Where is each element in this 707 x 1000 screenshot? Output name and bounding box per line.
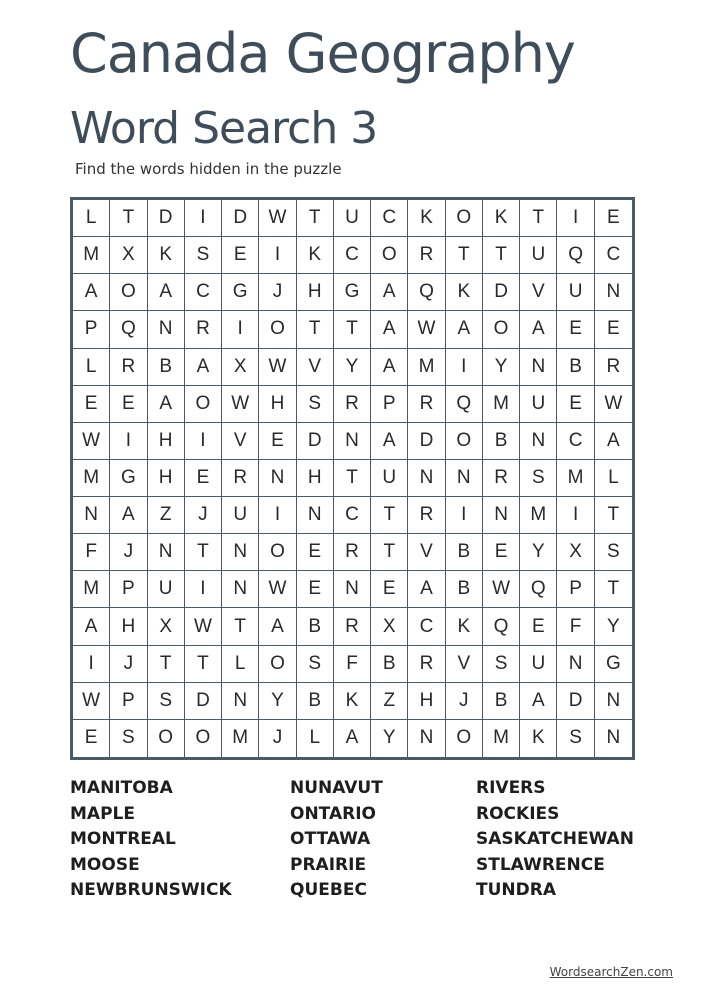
grid-cell[interactable]: V (520, 274, 557, 311)
grid-cell[interactable]: O (483, 311, 520, 348)
grid-cell[interactable]: A (520, 311, 557, 348)
grid-cell[interactable]: D (222, 200, 259, 237)
grid-cell[interactable]: S (483, 646, 520, 683)
grid-cell[interactable]: I (557, 497, 594, 534)
grid-cell[interactable]: J (446, 683, 483, 720)
grid-cell[interactable]: J (110, 646, 147, 683)
grid-cell[interactable]: A (520, 683, 557, 720)
grid-cell[interactable]: A (408, 571, 445, 608)
grid-cell[interactable]: U (520, 646, 557, 683)
grid-cell[interactable]: M (73, 237, 110, 274)
grid-cell[interactable]: Y (520, 534, 557, 571)
grid-cell[interactable]: X (371, 608, 408, 645)
word-item: OTTAWA (290, 829, 371, 849)
grid-cell[interactable]: O (446, 423, 483, 460)
grid-cell[interactable]: R (408, 386, 445, 423)
grid-cell[interactable]: E (259, 423, 296, 460)
grid-cell[interactable]: W (73, 423, 110, 460)
grid-cell[interactable]: E (73, 386, 110, 423)
grid-cell[interactable]: I (446, 349, 483, 386)
grid-cell[interactable]: E (222, 237, 259, 274)
grid-cell[interactable]: R (483, 460, 520, 497)
grid-cell[interactable]: T (334, 460, 371, 497)
grid-cell[interactable]: A (371, 349, 408, 386)
grid-cell[interactable]: C (557, 423, 594, 460)
grid-cell[interactable]: O (259, 311, 296, 348)
grid-cell[interactable]: L (595, 460, 632, 497)
grid-cell[interactable]: G (595, 646, 632, 683)
grid-cell[interactable]: K (148, 237, 185, 274)
grid-cell[interactable]: B (483, 683, 520, 720)
grid-cell[interactable]: S (557, 720, 594, 757)
word-item: PRAIRIE (290, 854, 367, 875)
grid-cell[interactable]: Z (371, 683, 408, 720)
grid-cell[interactable]: O (185, 720, 222, 757)
grid-cell[interactable]: V (297, 349, 334, 386)
grid-cell[interactable]: R (595, 349, 632, 386)
grid-cell[interactable]: Q (520, 571, 557, 608)
grid-cell[interactable]: A (334, 720, 371, 757)
grid-cell[interactable]: M (483, 720, 520, 757)
grid-cell[interactable]: H (148, 460, 185, 497)
grid-cell[interactable]: X (557, 534, 594, 571)
grid-cell[interactable]: D (408, 423, 445, 460)
grid-cell[interactable]: U (371, 460, 408, 497)
word-item: ONTARIO (290, 803, 376, 824)
grid-cell[interactable]: U (148, 571, 185, 608)
grid-cell[interactable]: C (334, 237, 371, 274)
grid-cell[interactable]: S (520, 460, 557, 497)
grid-cell[interactable]: T (148, 646, 185, 683)
grid-cell[interactable]: T (371, 534, 408, 571)
grid-cell[interactable]: B (297, 608, 334, 645)
grid-cell[interactable]: E (371, 571, 408, 608)
grid-cell[interactable]: N (557, 646, 594, 683)
grid-cell[interactable]: N (408, 460, 445, 497)
grid-cell[interactable]: Q (483, 608, 520, 645)
grid-cell[interactable]: I (446, 497, 483, 534)
grid-cell[interactable]: Q (408, 274, 445, 311)
grid-cell[interactable]: W (408, 311, 445, 348)
grid-cell[interactable]: O (446, 200, 483, 237)
grid-cell[interactable]: Y (259, 683, 296, 720)
grid-cell[interactable]: S (148, 683, 185, 720)
grid-cell[interactable]: D (483, 274, 520, 311)
grid-cell[interactable]: B (371, 646, 408, 683)
grid-cell[interactable]: W (595, 386, 632, 423)
grid-cell[interactable]: G (334, 274, 371, 311)
grid-cell[interactable]: H (110, 608, 147, 645)
grid-cell[interactable]: T (297, 311, 334, 348)
grid-cell[interactable]: L (297, 720, 334, 757)
grid-cell[interactable]: C (595, 237, 632, 274)
word-item: TUNDRA (476, 880, 556, 900)
grid-cell[interactable]: A (446, 311, 483, 348)
grid-cell[interactable]: I (73, 646, 110, 683)
grid-cell[interactable]: W (259, 200, 296, 237)
grid-cell[interactable]: L (73, 200, 110, 237)
grid-cell[interactable]: N (222, 571, 259, 608)
grid-cell[interactable]: G (110, 460, 147, 497)
grid-cell[interactable]: I (259, 237, 296, 274)
grid-cell[interactable]: B (446, 571, 483, 608)
grid-cell[interactable]: S (595, 534, 632, 571)
grid-cell[interactable]: I (185, 423, 222, 460)
grid-cell[interactable]: I (222, 311, 259, 348)
grid-cell[interactable]: E (595, 311, 632, 348)
word-item: RIVERS (476, 778, 546, 798)
grid-cell[interactable]: H (259, 386, 296, 423)
grid-cell[interactable]: X (222, 349, 259, 386)
grid-cell[interactable]: N (259, 460, 296, 497)
grid-cell[interactable]: Q (110, 311, 147, 348)
grid-cell[interactable]: N (408, 720, 445, 757)
grid-cell[interactable]: A (110, 497, 147, 534)
grid-cell[interactable]: D (557, 683, 594, 720)
grid-cell[interactable]: A (371, 311, 408, 348)
grid-cell[interactable]: Q (446, 386, 483, 423)
word-item: ROCKIES (476, 803, 560, 824)
grid-cell[interactable]: T (371, 497, 408, 534)
grid-cell[interactable]: K (446, 274, 483, 311)
grid-cell[interactable]: A (259, 608, 296, 645)
grid-cell[interactable]: V (446, 646, 483, 683)
grid-cell[interactable]: T (334, 311, 371, 348)
grid-cell[interactable]: W (73, 683, 110, 720)
grid-cell[interactable]: E (595, 200, 632, 237)
grid-cell[interactable]: B (148, 349, 185, 386)
grid-cell[interactable]: K (520, 720, 557, 757)
grid-cell[interactable]: C (334, 497, 371, 534)
grid-cell[interactable]: P (110, 571, 147, 608)
grid-cell[interactable]: R (408, 237, 445, 274)
grid-cell[interactable]: M (73, 571, 110, 608)
grid-cell[interactable]: D (148, 200, 185, 237)
grid-cell[interactable]: A (185, 349, 222, 386)
grid-cell[interactable]: A (371, 274, 408, 311)
grid-cell[interactable]: T (595, 571, 632, 608)
word-item: STLAWRENCE (476, 854, 605, 875)
instructions: Find the words hidden in the puzzle (75, 160, 342, 178)
grid-cell[interactable]: T (185, 646, 222, 683)
puzzle-grid (70, 197, 635, 760)
grid-cell[interactable]: F (557, 608, 594, 645)
grid-cell[interactable]: E (557, 311, 594, 348)
grid-cell[interactable]: K (297, 237, 334, 274)
grid-cell[interactable]: O (371, 237, 408, 274)
grid-cell[interactable]: M (557, 460, 594, 497)
grid-cell[interactable]: P (557, 571, 594, 608)
grid-cell[interactable]: K (446, 608, 483, 645)
grid-cell[interactable]: M (408, 349, 445, 386)
grid-cell[interactable]: Y (334, 349, 371, 386)
grid-cell[interactable]: P (73, 311, 110, 348)
grid-cell[interactable]: E (110, 386, 147, 423)
grid-cell[interactable]: I (185, 200, 222, 237)
grid-cell[interactable]: E (73, 720, 110, 757)
word-item: NUNAVUT (290, 778, 383, 798)
grid-cell[interactable]: C (408, 608, 445, 645)
page-subtitle-title: Word Search 3 (70, 103, 378, 154)
grid-cell[interactable]: H (297, 274, 334, 311)
grid-cell[interactable]: R (334, 608, 371, 645)
grid-cell[interactable]: N (222, 534, 259, 571)
grid-cell[interactable]: U (334, 200, 371, 237)
grid-cell[interactable]: G (222, 274, 259, 311)
grid-cell[interactable]: B (297, 683, 334, 720)
grid-cell[interactable]: M (222, 720, 259, 757)
grid-cell[interactable]: R (334, 386, 371, 423)
grid-cell[interactable]: E (185, 460, 222, 497)
grid-cell[interactable]: P (110, 683, 147, 720)
grid-cell[interactable]: N (446, 460, 483, 497)
grid-cell[interactable]: J (259, 274, 296, 311)
grid-cell[interactable]: W (259, 571, 296, 608)
grid-cell[interactable]: W (259, 349, 296, 386)
page-title: Canada Geography (70, 22, 575, 85)
grid-cell[interactable]: M (73, 460, 110, 497)
grid-cell[interactable]: S (185, 237, 222, 274)
grid-cell[interactable]: L (73, 349, 110, 386)
grid-cell[interactable]: R (222, 460, 259, 497)
grid-cell[interactable]: B (483, 423, 520, 460)
grid-cell[interactable]: N (148, 534, 185, 571)
grid-cell[interactable]: R (408, 646, 445, 683)
grid-cell[interactable]: T (483, 237, 520, 274)
grid-cell[interactable]: N (334, 423, 371, 460)
grid-cell[interactable]: H (408, 683, 445, 720)
grid-cell[interactable]: X (148, 608, 185, 645)
grid-cell[interactable]: F (73, 534, 110, 571)
word-item: MANITOBA (70, 778, 173, 798)
grid-cell[interactable]: O (185, 386, 222, 423)
grid-cell[interactable]: V (222, 423, 259, 460)
site-link[interactable]: WordsearchZen.com (549, 965, 673, 979)
grid-cell[interactable]: Z (148, 497, 185, 534)
grid-cell[interactable]: E (297, 571, 334, 608)
grid-cell[interactable]: N (297, 497, 334, 534)
grid-cell[interactable]: E (483, 534, 520, 571)
grid-cell[interactable]: U (520, 237, 557, 274)
grid-cell[interactable]: W (185, 608, 222, 645)
grid-cell[interactable]: S (297, 646, 334, 683)
grid-cell[interactable]: A (595, 423, 632, 460)
grid-cell[interactable]: E (520, 608, 557, 645)
grid-cell[interactable]: R (408, 497, 445, 534)
word-item: MONTREAL (70, 829, 176, 849)
word-column-1 (70, 776, 232, 904)
grid-cell[interactable]: O (446, 720, 483, 757)
grid-cell[interactable]: N (595, 683, 632, 720)
grid-cell[interactable]: A (148, 386, 185, 423)
grid-cell[interactable]: R (110, 349, 147, 386)
grid-cell[interactable]: A (73, 274, 110, 311)
grid-cell[interactable]: S (110, 720, 147, 757)
grid-cell[interactable]: C (371, 200, 408, 237)
grid-cell[interactable]: D (185, 683, 222, 720)
grid-cell[interactable]: E (557, 386, 594, 423)
grid-cell[interactable]: W (222, 386, 259, 423)
grid-cell[interactable]: H (148, 423, 185, 460)
grid-cell[interactable]: U (557, 274, 594, 311)
grid-cell[interactable]: N (520, 423, 557, 460)
letter-grid (73, 200, 632, 757)
grid-cell[interactable]: R (185, 311, 222, 348)
word-item: MAPLE (70, 803, 135, 824)
grid-cell[interactable]: J (185, 497, 222, 534)
grid-cell[interactable]: I (110, 423, 147, 460)
grid-cell[interactable]: B (446, 534, 483, 571)
grid-cell[interactable]: T (520, 200, 557, 237)
grid-cell[interactable]: I (259, 497, 296, 534)
grid-cell[interactable]: K (334, 683, 371, 720)
grid-cell[interactable]: B (557, 349, 594, 386)
grid-cell[interactable]: V (408, 534, 445, 571)
grid-cell[interactable]: F (334, 646, 371, 683)
grid-cell[interactable]: N (222, 683, 259, 720)
grid-cell[interactable]: A (371, 423, 408, 460)
grid-cell[interactable]: L (222, 646, 259, 683)
word-item: MOOSE (70, 854, 140, 875)
word-item: SASKATCHEWAN (476, 829, 634, 849)
grid-cell[interactable]: W (483, 571, 520, 608)
grid-cell[interactable]: Q (557, 237, 594, 274)
word-list (70, 776, 650, 916)
grid-cell[interactable]: D (297, 423, 334, 460)
grid-cell[interactable]: Y (595, 608, 632, 645)
grid-cell[interactable]: U (520, 386, 557, 423)
grid-cell[interactable]: M (483, 386, 520, 423)
grid-cell[interactable]: J (259, 720, 296, 757)
grid-cell[interactable]: Y (483, 349, 520, 386)
grid-cell[interactable]: N (595, 274, 632, 311)
grid-cell[interactable]: M (520, 497, 557, 534)
grid-cell[interactable]: N (483, 497, 520, 534)
grid-cell[interactable]: T (185, 534, 222, 571)
grid-cell[interactable]: R (334, 534, 371, 571)
grid-cell[interactable]: K (408, 200, 445, 237)
grid-cell[interactable]: T (297, 200, 334, 237)
grid-cell[interactable]: T (595, 497, 632, 534)
grid-cell[interactable]: U (222, 497, 259, 534)
grid-cell[interactable]: O (259, 646, 296, 683)
grid-cell[interactable]: O (259, 534, 296, 571)
grid-cell[interactable]: O (110, 274, 147, 311)
grid-cell[interactable]: H (297, 460, 334, 497)
grid-cell[interactable]: C (185, 274, 222, 311)
grid-cell[interactable]: A (73, 608, 110, 645)
word-item: QUEBEC (290, 880, 367, 900)
grid-cell[interactable]: N (606, 727, 621, 749)
grid-cell[interactable]: N (520, 349, 557, 386)
grid-cell[interactable]: T (222, 608, 259, 645)
word-column-2 (290, 776, 383, 904)
grid-cell[interactable]: A (148, 274, 185, 311)
grid-cell[interactable]: I (185, 571, 222, 608)
grid-cell[interactable]: K (483, 200, 520, 237)
grid-cell[interactable]: O (148, 720, 185, 757)
grid-cell[interactable]: N (148, 311, 185, 348)
grid-cell[interactable]: J (110, 534, 147, 571)
grid-cell[interactable]: T (110, 200, 147, 237)
grid-cell[interactable]: N (73, 497, 110, 534)
grid-cell[interactable]: I (557, 200, 594, 237)
grid-cell[interactable]: P (371, 386, 408, 423)
grid-cell[interactable]: Y (371, 720, 408, 757)
grid-cell[interactable]: N (334, 571, 371, 608)
word-item: NEWBRUNSWICK (70, 880, 232, 900)
grid-cell[interactable]: E (297, 534, 334, 571)
grid-cell[interactable]: T (446, 237, 483, 274)
word-column-3 (476, 776, 634, 904)
grid-cell[interactable]: S (297, 386, 334, 423)
grid-cell[interactable]: X (110, 237, 147, 274)
